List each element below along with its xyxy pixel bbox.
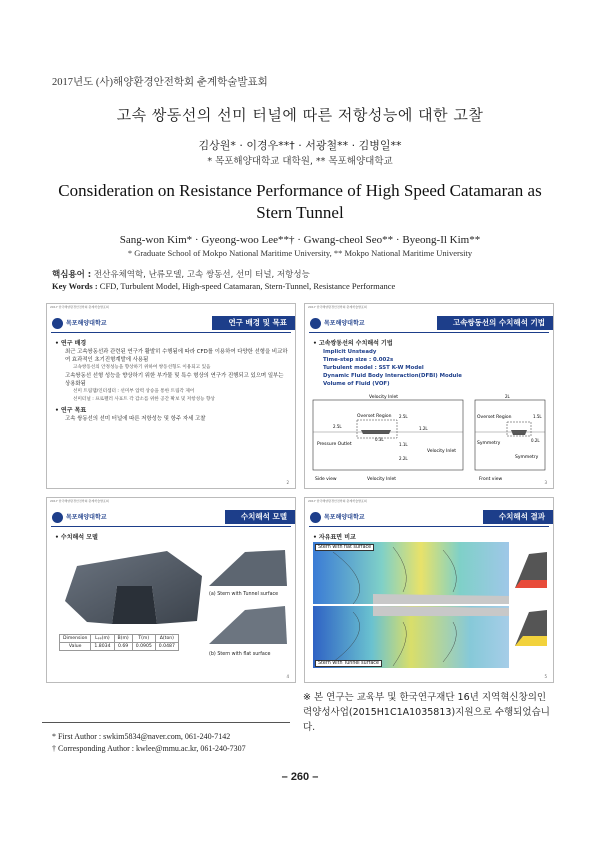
caption-a: (a) Stern with Tunnel surface xyxy=(209,592,279,597)
table-cell: Value xyxy=(60,643,91,651)
label-pressure-outlet: Pressure Outlet xyxy=(317,442,352,447)
keywords-en-text: CFD, Turbulent Model, High-speed Catamaran, Stern-Tunnel, Resistance Performance xyxy=(99,281,396,291)
section-heading: • 연구 배경 xyxy=(55,340,87,347)
label-symmetry: Symmetry xyxy=(515,455,539,460)
acknowledgement: ※ 본 연구는 교육부 및 한국연구재단 16년 지역혁신창의인력양성사업(2015H1C1A1035813)지원으로 수행되었습니다. xyxy=(303,692,550,733)
logo-text: 목포해양대학교 xyxy=(324,319,365,327)
korean-title: 고속 쌍동선의 선미 터널에 따른 저항성능에 대한 고찰 xyxy=(116,106,484,124)
slide-body xyxy=(313,531,547,542)
stern-shape-a xyxy=(209,550,287,586)
stern-shape-b xyxy=(209,606,287,644)
english-affiliation: * Graduate School of Mokpo National Maritime University, ** Mokpo National Maritime University xyxy=(127,248,473,258)
slide-page-number: 2 xyxy=(286,480,289,485)
english-title-line1: Consideration on Resistance Performance of High Speed Catamaran as xyxy=(58,181,542,200)
footnote-corresponding-author: † Corresponding Author : kwlee@mmu.ac.kr, 061-240-7307 xyxy=(52,744,246,753)
slide-body xyxy=(313,337,547,388)
logo-emblem-icon xyxy=(52,512,63,523)
slide-top-caption: 2017 한국해양환경안전학회 춘계학술발표회 xyxy=(308,305,367,309)
dim-label: 1.1L xyxy=(399,442,408,447)
slide-rule xyxy=(309,332,549,333)
slide-numerical-model xyxy=(46,497,296,683)
university-logo xyxy=(52,510,107,524)
dim-label: 2.2L xyxy=(399,456,408,461)
stern-flat-pressure xyxy=(511,548,549,594)
slide-page-number: 5 xyxy=(544,674,547,679)
footnote-divider xyxy=(42,722,290,723)
stern-tunnel-pressure xyxy=(511,606,549,652)
keywords-kr-text: 전산유체역학, 난류모델, 고속 쌍동선, 선미 터널, 저항성능 xyxy=(93,270,310,280)
slide-page-number: 4 xyxy=(286,674,289,679)
stern-tunnel-view xyxy=(205,546,289,590)
korean-affiliation: * 목포해양대학교 대학원, ** 목포해양대학교 xyxy=(207,156,393,167)
conference-header: 2017년도 (사)해양환경안전학회 춘계학술발표회 xyxy=(52,77,268,88)
footnote-first-author: * First Author : swkim5834@naver.com, 061-240-7142 xyxy=(52,732,231,741)
slide-title: 수치해석 결과 xyxy=(483,510,553,524)
logo-text: 목포해양대학교 xyxy=(66,513,107,521)
table-header-cell: T(m) xyxy=(132,635,155,643)
slide-numerical-results xyxy=(304,497,554,683)
table-cell: 0.69 xyxy=(114,643,132,651)
sub-bullet: 고속쌍동선의 안정성능을 향상하기 위하여 쌍동선형도 이용되고 있음 xyxy=(73,365,211,370)
university-logo xyxy=(52,316,107,330)
keywords-en-label: Key Words : xyxy=(52,281,98,291)
dim-label: 1.5L xyxy=(533,414,542,419)
bullet: 고속 쌍동선의 선미 터널에 따른 저항성능 및 항주 자세 고찰 xyxy=(65,416,206,422)
catamaran-3d-model xyxy=(57,546,207,626)
university-logo xyxy=(310,316,365,330)
page-number: – 260 – xyxy=(281,771,319,783)
logo-emblem-icon xyxy=(310,318,321,329)
slide-header xyxy=(305,508,553,526)
table-cell: 1.8034 xyxy=(91,643,114,651)
label-overset: Overset Region xyxy=(357,414,392,419)
label-velocity-inlet-bottom: Velocity Inlet xyxy=(367,477,397,482)
university-logo xyxy=(310,510,365,524)
english-title xyxy=(40,180,560,224)
bullet: Turbulent model : SST K-W Model xyxy=(323,365,424,371)
bullet: 고속쌍동선 선형 성능을 향상하기 위한 부가물 및 특수 형상의 연구가 진행되고 있으며 일부는 상용화됨 xyxy=(65,373,284,387)
logo-text: 목포해양대학교 xyxy=(66,319,107,327)
logo-text: 목포해양대학교 xyxy=(324,513,365,521)
slide-header xyxy=(47,508,295,526)
caption-b: (b) Stern with flat surface xyxy=(209,652,271,657)
sub-bullet: 선미 트림탭/인터셉터 : 선미부 압력 상승을 통한 트림각 제어 xyxy=(73,389,195,394)
free-surface-contour xyxy=(313,542,509,668)
bullet: Volume of Fluid (VOF) xyxy=(323,381,390,387)
slide-rule xyxy=(51,526,291,527)
stern-flat-view xyxy=(205,602,289,648)
slide-rule xyxy=(51,332,291,333)
side-domain-box xyxy=(313,400,463,470)
label-front-view: Front view xyxy=(479,477,503,482)
slide-top-caption: 2017 한국해양환경안전학회 춘계학술발표회 xyxy=(50,499,109,503)
dim-label: 1.2L xyxy=(419,426,428,431)
english-title-line2: Stern Tunnel xyxy=(256,203,344,222)
keywords-english xyxy=(52,281,395,291)
label-velocity-inlet-side: Velocity Inlet xyxy=(427,449,457,454)
label-tunnel-surface: Stern with Tunnel surface xyxy=(315,660,382,667)
korean-authors: 김상원* · 이경우**† · 서광철** · 김병일** xyxy=(198,139,402,152)
section-heading: • 연구 목표 xyxy=(55,407,87,414)
overset-box xyxy=(357,420,397,438)
label-overset-front: Overset Region xyxy=(477,415,512,420)
sub-bullet: 선미터널 : 프로펠러 사표트 각 감소를 위한 공간 확보 및 저항성능 향상 xyxy=(73,397,215,402)
table-header-cell: Δ(ton) xyxy=(155,635,178,643)
label-velocity-inlet-top: Velocity Inlet xyxy=(369,395,399,400)
dim-label: 0.2L xyxy=(531,438,540,443)
slide-title: 고속쌍동선의 수치해석 기법 xyxy=(437,316,553,330)
table-cell: 0.0905 xyxy=(132,643,155,651)
dim-label: 2.5L xyxy=(399,414,408,419)
slide-rule xyxy=(309,526,549,527)
table-row xyxy=(60,643,179,651)
table-header-cell: Lₚₚ(m) xyxy=(91,635,114,643)
bullet: 최근 고속쌍동선과 관련된 연구가 활발히 수행됨에 따라 CFD를 이용하여 다양한 선형을 비교하여 효과적인 초기진형계발에 사용됨 xyxy=(65,349,288,363)
table-cell: 0.0487 xyxy=(155,643,178,651)
section-heading: • 자유표면 비교 xyxy=(313,534,356,541)
logo-emblem-icon xyxy=(310,512,321,523)
slide-title: 연구 배경 및 목표 xyxy=(212,316,295,330)
table-header-row xyxy=(60,635,179,643)
label-side-view: Side view xyxy=(315,477,337,482)
slide-numerical-method xyxy=(304,303,554,489)
slide-page-number: 3 xyxy=(544,480,547,485)
table-header-cell: Dimension xyxy=(60,635,91,643)
english-authors: Sang-won Kim* · Gyeong-woo Lee**† · Gwang-cheol Seo** · Byeong-Il Kim** xyxy=(119,234,481,246)
domain-diagram xyxy=(309,390,549,484)
section-heading: • 고속쌍동선의 수치해석 기법 xyxy=(313,340,393,347)
slide-research-background xyxy=(46,303,296,489)
dim-label: 0.3L xyxy=(375,437,384,442)
bullet: Implicit Unsteady xyxy=(323,349,377,355)
label-symmetry: Symmetry xyxy=(477,441,501,446)
slide-body xyxy=(55,531,289,542)
slide-title: 수치해석 모델 xyxy=(225,510,295,524)
label-flat-surface: Stern with flat surface xyxy=(315,544,374,551)
slide-top-caption: 2017 한국해양환경안전학회 춘계학술발표회 xyxy=(50,305,109,309)
section-heading: • 수치해석 모델 xyxy=(55,534,98,541)
slide-body xyxy=(55,337,289,423)
table-header-cell: B(m) xyxy=(114,635,132,643)
dim-label: 2.5L xyxy=(333,424,342,429)
dim-label: 2L xyxy=(505,394,510,399)
bullet: Time-step size : 0.002s xyxy=(323,357,394,363)
bullet: Dynamic Fluid Body Interaction(DFBI) Module xyxy=(323,373,462,379)
keywords-korean xyxy=(52,268,310,280)
slide-header xyxy=(47,314,295,332)
tunnel-shape xyxy=(112,586,157,624)
logo-emblem-icon xyxy=(52,318,63,329)
slide-top-caption: 2017 한국해양환경안전학회 춘계학술발표회 xyxy=(308,499,367,503)
slide-header xyxy=(305,314,553,332)
keywords-kr-label: 핵심용어 : xyxy=(52,270,92,280)
dimension-table xyxy=(59,634,179,651)
hull-front-shape xyxy=(511,430,527,435)
